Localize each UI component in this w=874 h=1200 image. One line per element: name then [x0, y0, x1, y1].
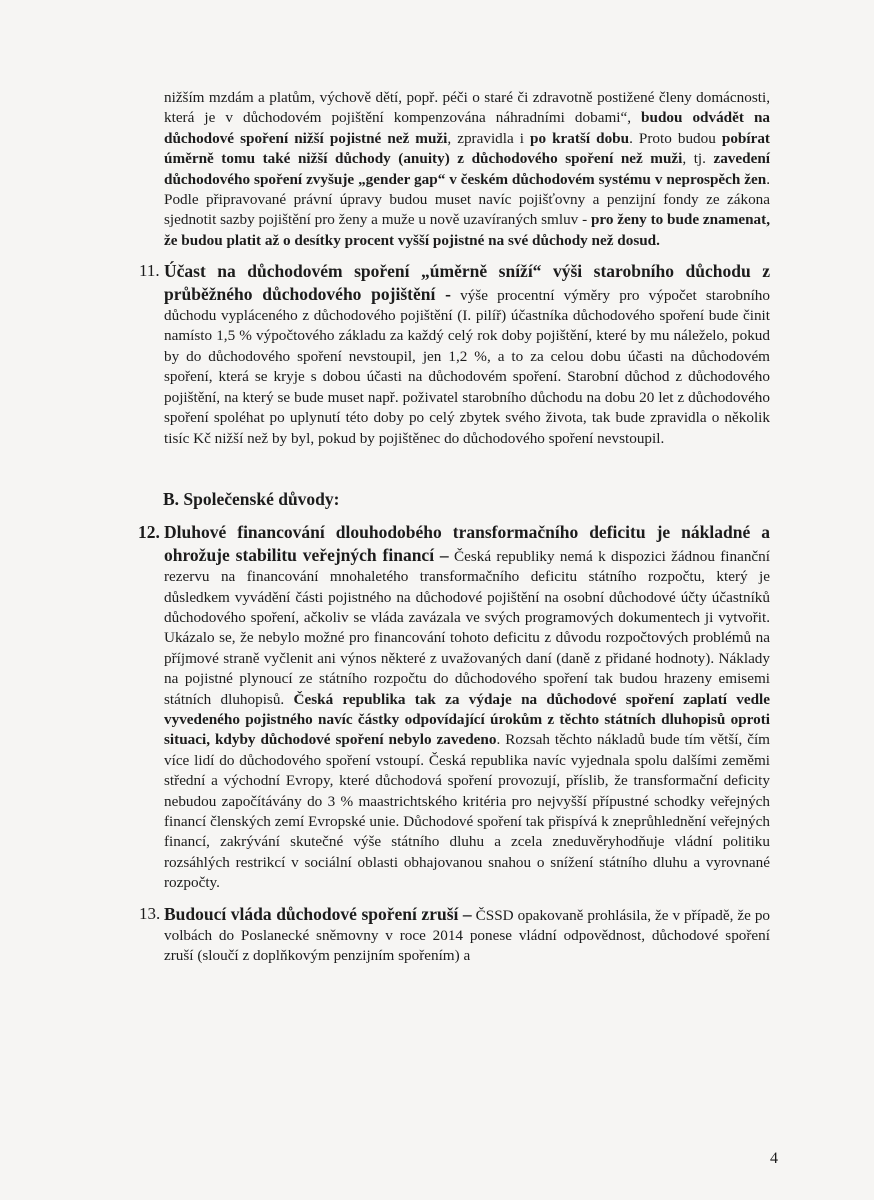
item-12-heading: Dluhové financování dlouhodobého transformačního deficitu je nákladné a ohrožuje stabilitu veřejných financí – — [164, 522, 770, 565]
item-11-heading: Účast na důchodovém spoření „úměrně sníží“ výši starobního důchodu z průběžného důchodového pojištění - — [164, 261, 770, 304]
item-13-number: 13. — [139, 903, 161, 923]
intro-bold-1: budou odvádět na důchodové spoření nižší pojistné než muži — [164, 109, 770, 147]
intro-bold-2: po kratší dobu — [530, 129, 630, 147]
intro-bold-4: zavedení důchodového spoření zvyšuje „gender gap“ v českém důchodovém systému v neprospěch žen — [164, 150, 770, 188]
intro-bold-3: pobírat úměrně tomu také nižší důchody (anuity) z důchodového spoření než muži — [164, 129, 770, 168]
intro-text-2: , zpravidla i — [447, 129, 531, 147]
item-12-bold-1: Česká republika tak za výdaje na důchodové spoření zaplatí vedle vyvedeného pojistného navíc částky odpovídající úrokům z těchto státních dluhopisů oproti situaci, kdyby důchodové spoření nebylo zavedeno — [164, 690, 770, 749]
page-content — [138, 88, 771, 967]
intro-text-1: nižším mzdám a platům, výchově dětí, popř. péči o staré či zdravotně postižené členy domácnosti, která je v důchodovém pojištění kompenzována náhradními dobami“, — [164, 89, 770, 127]
section-b-title: B. Společenské důvody: — [163, 488, 340, 509]
list-item-13 — [139, 903, 771, 967]
intro-bold-5: pro ženy to bude znamenat, že budou platit až o desítky procent vyšší pojistné na své důchody než dosud. — [164, 211, 770, 249]
list-item-12 — [138, 522, 770, 893]
page-number: 4 — [770, 1150, 778, 1167]
list-item-11 — [139, 261, 770, 449]
intro-text-3: . Proto budou — [629, 129, 722, 147]
intro-paragraph — [164, 88, 770, 251]
item-12-text-1: Česká republiky nemá k dispozici žádnou finanční rezervu na financování mnohaletého transformačního deficitu státního rozpočtu, který je důsledkem vyvádění části pojistného na důchodové pojištění na osobní důchodové účty účastníků důchodového spoření, ačkoliv se vláda zavázala ve svých programových dokumentech ji vytvořit. Ukázalo se, že nebylo možné pro financování tohoto deficitu z důvodu rozpočtových problémů na příjmové straně vyčlenit ani výnos některé z uvažovaných daní (daně z přidané hodnoty). Náklady na pojistné plynoucí ze státního rozpočtu do důchodového spoření tak budou hrazeny emisemi státních dluhopisů. — [164, 547, 770, 708]
intro-text-4: , tj. — [682, 150, 714, 168]
item-12-number: 12. — [138, 522, 160, 543]
item-11-number: 11. — [139, 261, 160, 281]
item-11-paragraph — [164, 261, 770, 449]
item-11-body: výše procentní výměry pro výpočet starobního důchodu vypláceného z důchodového pojištění (I. pilíř) účastníka důchodového spoření bude činit namísto 1,5 % výpočtového základu za každý celý rok doby pojištění, které by mu náleželo, pokud by do důchodového spoření nevstoupil, jen 1,2 %, a to za celou dobu účasti na důchodovém spoření, která se kryje s dobou účasti na důchodovém spoření. Starobní důchod z důchodového pojištění, na který se bude muset např. poživatel starobního důchodu na dobu 20 let z důchodového spoření spoléhat po uplynutí této doby po celý zbytek svého života, tak bude zpravidla o několik tisíc Kč nižší než by byl, pokud by pojištěnec do důchodového spoření nevstoupil. — [164, 286, 770, 447]
item-12-text-2: . Rozsah těchto nákladů bude tím větší, čím více lidí do důchodového spoření vstoupí. Česká republika navíc vyjednala spolu dalšími zeměmi střední a východní Evropy, které důchodová spoření provozují, příslib, že transformační deficity nebudou započítávány do 3 % maastrichtského kritéria pro nejvyšší přípustné schodky veřejných financí členských zemí Evropské unie. Důchodové spoření tak přispívá k zneprůhlednění veřejných financí, zakrývání skutečné výše státního dluhu a zcela zneduvěryhodňuje vládní politiku rozsáhlých restrikcí v sociální oblasti obhajovanou snahou o snížení státního dluhu a vyrovnané rozpočty. — [164, 731, 770, 892]
item-13-heading: Budoucí vláda důchodové spoření zruší – — [164, 903, 472, 924]
item-12-paragraph — [164, 522, 770, 893]
intro-text-5: . Podle připravované právní úpravy budou muset navíc pojišťovny a penzijní fondy ze zákona sjednotit sazby pojištění pro ženy a muže u nově uzavíraných smluv - — [164, 170, 770, 229]
item-13-body: ČSSD opakovaně prohlásila, že v případě, že po volbách do Poslanecké sněmovny v roce 2014 ponese vládní odpovědnost, důchodové spoření zruší (sloučí z doplňkovým penzijním spořením) a — [164, 906, 771, 965]
item-13-paragraph — [164, 904, 770, 967]
